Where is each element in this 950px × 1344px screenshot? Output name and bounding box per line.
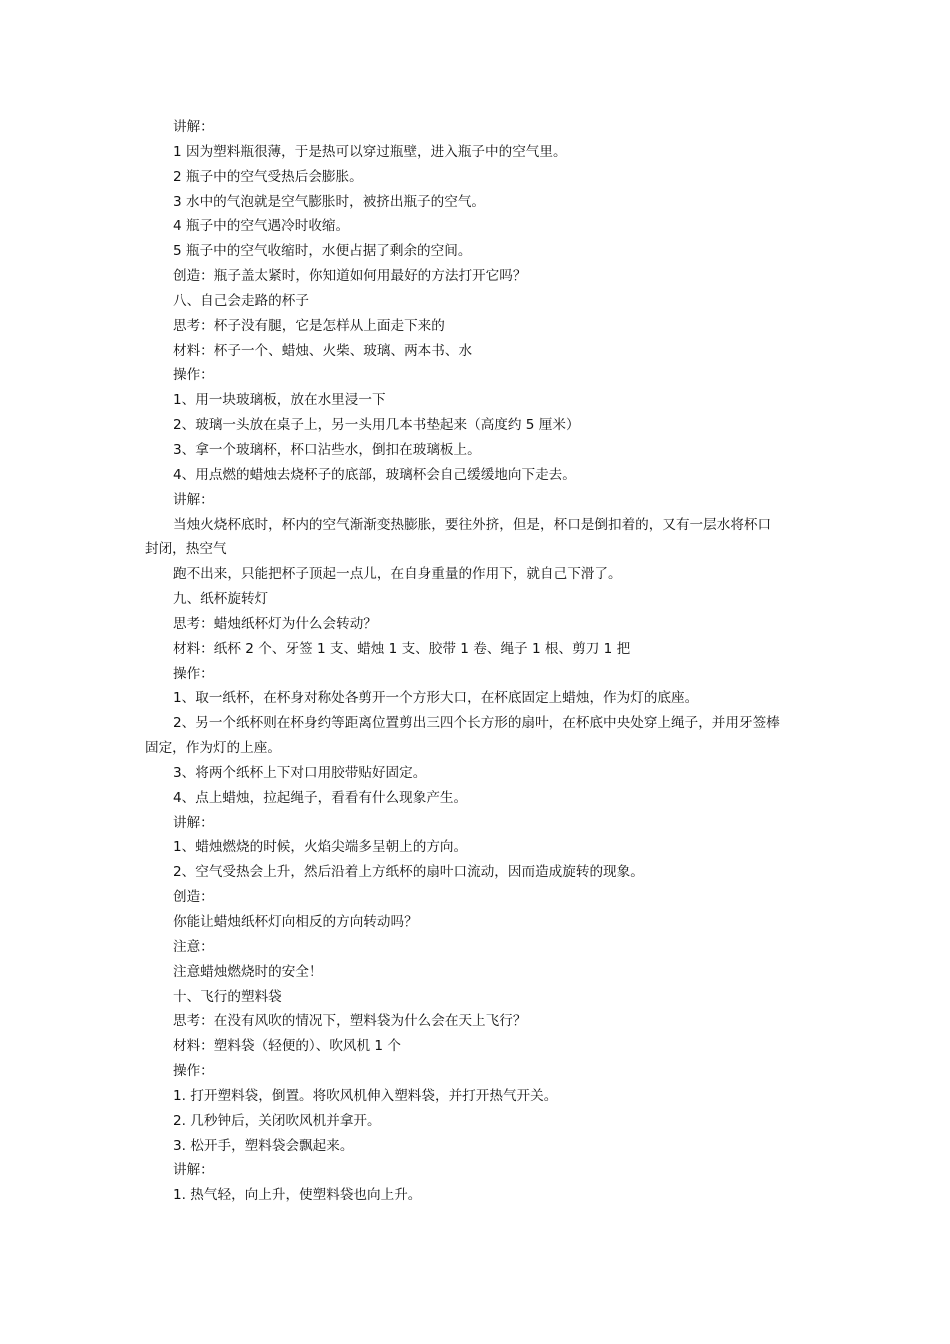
text-line: 4、用点燃的蜡烛去烧杯子的底部，玻璃杯会自己缓缓地向下走去。 (173, 466, 576, 483)
text-line: 5 瓶子中的空气收缩时，水便占据了剩余的空间。 (173, 243, 472, 260)
text-line: 材料：杯子一个、蜡烛、火柴、玻璃、两本书、水 (173, 342, 473, 359)
text-line: 1. 热气轻，向上升，使塑料袋也向上升。 (173, 1187, 422, 1204)
text-line: 当烛火烧杯底时，杯内的空气渐渐变热膨胀，要往外挤，但是，杯口是倒扣着的，又有一层水将杯口 (173, 516, 772, 533)
text-line: 3 水中的气泡就是空气膨胀时，被挤出瓶子的空气。 (173, 193, 486, 210)
text-line: 八、自己会走路的杯子 (173, 292, 309, 309)
text-line: 1、用一块玻璃板，放在水里浸一下 (173, 392, 386, 409)
text-line: 注意蜡烛燃烧时的安全！ (173, 963, 323, 980)
text-line: 2、另一个纸杯则在杯身约等距离位置剪出三四个长方形的扇叶，在杯底中央处穿上绳子，并用牙签棒 (173, 715, 780, 732)
text-line: 1 因为塑料瓶很薄，于是热可以穿过瓶壁，进入瓶子中的空气里。 (173, 143, 567, 160)
document-body (145, 115, 810, 1208)
text-line: 创造：瓶子盖太紧时，你知道如何用最好的方法打开它吗？ (173, 268, 527, 285)
text-line: 思考：杯子没有腿，它是怎样从上面走下来的 (173, 317, 445, 334)
text-line: 思考：蜡烛纸杯灯为什么会转动？ (173, 615, 377, 632)
text-line: 封闭，热空气 (145, 541, 227, 558)
text-line: 材料：塑料袋（轻便的）、吹风机 1 个 (173, 1038, 401, 1055)
text-line: 1、蜡烛燃烧的时候，火焰尖端多呈朝上的方向。 (173, 839, 468, 856)
text-line: 注意： (173, 938, 214, 955)
text-line: 操作： (173, 1063, 214, 1080)
text-line: 操作： (173, 367, 214, 384)
text-line: 4 瓶子中的空气遇冷时收缩。 (173, 218, 350, 235)
text-line: 3. 松开手，塑料袋会飘起来。 (173, 1137, 354, 1154)
text-line: 材料：纸杯 2 个、牙签 1 支、蜡烛 1 支、胶带 1 卷、绳子 1 根、剪刀 1 把 (173, 640, 631, 657)
text-line: 讲解： (173, 491, 214, 508)
text-line: 讲解： (173, 1162, 214, 1179)
text-line: 2 瓶子中的空气受热后会膨胀。 (173, 168, 363, 185)
text-line: 跑不出来，只能把杯子顶起一点儿，在自身重量的作用下，就自己下滑了。 (173, 566, 622, 583)
text-line: 思考：在没有风吹的情况下，塑料袋为什么会在天上飞行？ (173, 1013, 527, 1030)
text-line: 讲解： (173, 119, 214, 135)
text-line: 你能让蜡烛纸杯灯向相反的方向转动吗？ (173, 914, 418, 930)
text-line: 2、空气受热会上升，然后沿着上方纸杯的扇叶口流动，因而造成旋转的现象。 (173, 864, 644, 881)
text-line: 1、取一纸杯，在杯身对称处各剪开一个方形大口，在杯底固定上蜡烛，作为灯的底座。 (173, 690, 699, 707)
text-line: 4、点上蜡烛，拉起绳子，看看有什么现象产生。 (173, 789, 468, 806)
text-line: 讲解： (173, 814, 214, 831)
text-line: 1. 打开塑料袋，倒置。将吹风机伸入塑料袋，并打开热气开关。 (173, 1087, 558, 1104)
text-line: 3、拿一个玻璃杯，杯口沾些水，倒扣在玻璃板上。 (173, 441, 481, 458)
text-line: 2、玻璃一头放在桌子上，另一头用几本书垫起来（高度约 5 厘米） (173, 417, 580, 434)
text-line: 3、将两个纸杯上下对口用胶带贴好固定。 (173, 764, 427, 781)
text-line: 创造： (173, 889, 214, 906)
text-line: 操作： (173, 665, 214, 682)
text-line: 九、纸杯旋转灯 (173, 591, 269, 608)
text-line: 十、飞行的塑料袋 (173, 988, 282, 1005)
text-line: 固定，作为灯的上座。 (145, 740, 281, 757)
text-line: 2. 几秒钟后，关闭吹风机并拿开。 (173, 1112, 381, 1129)
